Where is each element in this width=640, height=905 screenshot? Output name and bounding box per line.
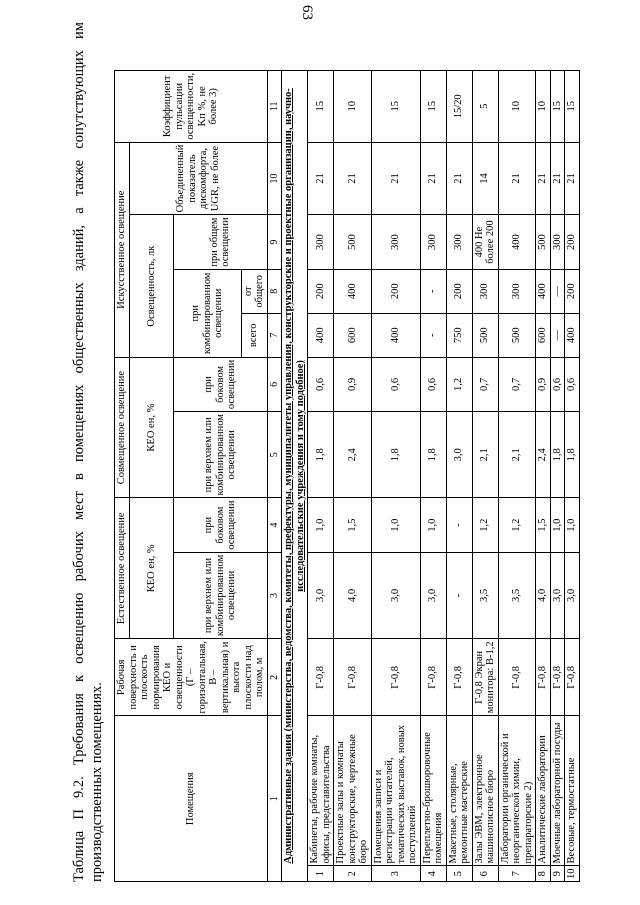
header-natural: Естественное освещение [115, 498, 130, 639]
cell-c6: 0,6 [420, 357, 446, 411]
cell-c4: 1,5 [536, 498, 551, 552]
cell-c10: 21 [308, 142, 334, 215]
cell-c11: 15 [308, 70, 334, 142]
col-number: 9 [267, 215, 282, 269]
cell-c8: 200 [308, 269, 334, 313]
cell-c11: 15 [565, 70, 580, 142]
header-rooms: Помещения [115, 716, 268, 882]
cell-c5: 2,1 [498, 412, 536, 498]
cell-n: 2 [334, 866, 372, 882]
cell-c7: 500 [498, 313, 536, 357]
cell-c4: 1,0 [308, 498, 334, 552]
cell-c9: 200 [565, 215, 580, 269]
table-row [334, 70, 372, 881]
cell-room: Моечные лабораторной посуды [550, 716, 565, 866]
cell-c11: 15 [420, 70, 446, 142]
header-pulse: Коэффициент пульсации освещенности, Kп %, не более 3) [115, 70, 268, 142]
cell-c6: 0,6 [550, 357, 565, 411]
table-caption: Таблица П 9.2. Требования к освещению рабочих мест в помещениях общественных зданий, а также сопутствующих им производственных помещениях. [71, 22, 105, 882]
cell-c4: 1,0 [550, 498, 565, 552]
cell-c3: 3,0 [308, 552, 334, 638]
cell-c3: 3,0 [371, 552, 420, 638]
cell-room: Залы ЭВМ, электронное машинописное бюро [472, 716, 498, 866]
cell-surface: Г-0,8 [565, 639, 580, 716]
cell-c9: 500 [334, 215, 372, 269]
cell-c7: 400 [308, 313, 334, 357]
cell-n: 7 [498, 866, 536, 882]
cell-n: 3 [371, 866, 420, 882]
cell-c10: 21 [371, 142, 420, 215]
cell-room: Кабинеты, рабочие комнаты, офисы, представительства [308, 716, 334, 866]
section-title: Административные здания (министерства, ведомства, комитеты, префектуры, муниципалитеты управления, конструкторские и проектные организации, научно-исследовательские учреждения и тому подобное) [282, 70, 308, 881]
cell-c3: 3,0 [550, 552, 565, 638]
header-general: при общем освещении [174, 215, 268, 269]
column-numbers-row [267, 70, 282, 881]
cell-c11: 15 [371, 70, 420, 142]
cell-n: 4 [420, 866, 446, 882]
cell-c3: 4,0 [334, 552, 372, 638]
cell-n: 8 [536, 866, 551, 882]
cell-c7: — [550, 313, 565, 357]
cell-c3: 3,5 [472, 552, 498, 638]
cell-c7: 750 [446, 313, 472, 357]
cell-c8: 200 [446, 269, 472, 313]
cell-c5: 2,4 [334, 412, 372, 498]
cell-c6: 0,6 [371, 357, 420, 411]
cell-room: Помещения записи и регистрации читателей, тематических выставок, новых поступлений [371, 716, 420, 866]
cell-c9: 300 [550, 215, 565, 269]
header-keo-combined: КЕО eн, % [129, 357, 174, 498]
cell-n: 6 [472, 866, 498, 882]
lighting-requirements-table [114, 70, 580, 882]
cell-c8: - [420, 269, 446, 313]
cell-c9: 300 [446, 215, 472, 269]
cell-c7: 500 [472, 313, 498, 357]
cell-c10: 21 [334, 142, 372, 215]
cell-room: Проектные залы и комнаты конструкторские, чертежные бюро [334, 716, 372, 866]
header-from-general: от общего [241, 269, 267, 313]
cell-c5: 1,8 [308, 412, 334, 498]
header-illuminance: Освещенность, лк [129, 215, 174, 357]
cell-room: Весовые, термостатные [565, 716, 580, 866]
cell-c5: 1,8 [550, 412, 565, 498]
cell-c6: 1,2 [446, 357, 472, 411]
table-row [308, 70, 334, 881]
cell-surface: Г-0,8 [536, 639, 551, 716]
cell-n: 10 [565, 866, 580, 882]
cell-c6: 0,6 [565, 357, 580, 411]
cell-c8: 200 [565, 269, 580, 313]
col-number: 10 [267, 142, 282, 215]
cell-c9: 300 [308, 215, 334, 269]
cell-c7: - [420, 313, 446, 357]
table-row [498, 70, 536, 881]
cell-c9: 400 [498, 215, 536, 269]
cell-c9: 500 [536, 215, 551, 269]
rotated-page-content [70, 6, 614, 896]
col-number: 7 [267, 313, 282, 357]
cell-c11: 10 [498, 70, 536, 142]
header-combined-side: при боковом освещении [174, 357, 268, 411]
cell-c3: - [446, 552, 472, 638]
col-number: 6 [267, 357, 282, 411]
cell-c8: 400 [536, 269, 551, 313]
cell-c3: 4,0 [536, 552, 551, 638]
cell-c5: 1,8 [371, 412, 420, 498]
cell-surface: Г-0,8 [550, 639, 565, 716]
cell-c5: 3,0 [446, 412, 472, 498]
cell-c10: 21 [446, 142, 472, 215]
cell-c7: 400 [371, 313, 420, 357]
header-combined-illum: при комбинированном освещении [174, 269, 242, 357]
cell-n: 1 [308, 866, 334, 882]
header-total: всего [241, 313, 267, 357]
header-natural-side: при боковом освещении [174, 498, 268, 552]
header-artificial: Искусственное освещение [115, 142, 130, 357]
table-row [472, 70, 498, 881]
col-number: 3 [267, 552, 282, 638]
cell-c6: 0,9 [334, 357, 372, 411]
cell-c10: 14 [472, 142, 498, 215]
cell-c9: 400 Не более 200 [472, 215, 498, 269]
cell-c7: 400 [565, 313, 580, 357]
table-row [550, 70, 565, 881]
cell-c8: 300 [472, 269, 498, 313]
cell-c11: 15/20 [446, 70, 472, 142]
cell-surface: Г-0,8 [371, 639, 420, 716]
cell-c6: 0,7 [498, 357, 536, 411]
cell-c4: 1,5 [334, 498, 372, 552]
header-surface: Рабочая поверхность и плоскость нормирования КЕО и освещенности (Г – горизонтальная, В – вертикальная) и высота плоскости над полом, м [115, 639, 268, 716]
cell-c4: 1,0 [565, 498, 580, 552]
cell-c5: 2,4 [536, 412, 551, 498]
cell-c6: 0,6 [308, 357, 334, 411]
cell-surface: Г-0,8 [420, 639, 446, 716]
table-row [536, 70, 551, 881]
page-number: 63 [299, 5, 315, 20]
cell-c10: 21 [550, 142, 565, 215]
cell-c8: 200 [371, 269, 420, 313]
cell-surface: Г-0,8 Экран монитора: В-1,2 [472, 639, 498, 716]
header-natural-top: при верхнем или комбинированном освещении [174, 552, 268, 638]
section-row [282, 70, 308, 881]
cell-c4: 1,2 [498, 498, 536, 552]
cell-c6: 0,7 [472, 357, 498, 411]
cell-c4: 1,0 [420, 498, 446, 552]
cell-surface: Г-0,8 [446, 639, 472, 716]
cell-c10: 21 [536, 142, 551, 215]
table-row [371, 70, 420, 881]
col-number: 4 [267, 498, 282, 552]
cell-c3: 3,0 [420, 552, 446, 638]
cell-room: Макетные, столярные, ремонтные мастерские [446, 716, 472, 866]
cell-room: Переплетно-брошюровочные помещения [420, 716, 446, 866]
header-combined-top: при верхнем или комбинированном освещении [174, 412, 268, 498]
col-number: 1 [267, 716, 282, 882]
cell-c9: 300 [371, 215, 420, 269]
header-keo-natural: КЕО eн, % [129, 498, 174, 639]
cell-c8: 300 [498, 269, 536, 313]
cell-c11: 15 [550, 70, 565, 142]
cell-c7: 600 [536, 313, 551, 357]
cell-n: 9 [550, 866, 565, 882]
cell-room: Аналитические лаборатории [536, 716, 551, 866]
cell-c4: - [446, 498, 472, 552]
cell-c10: 21 [498, 142, 536, 215]
table-row [565, 70, 580, 881]
cell-c5: 2,1 [472, 412, 498, 498]
header-ugr: Объединенный показатель дискомфорта, UGR, не более [129, 142, 267, 215]
cell-c5: 1,8 [420, 412, 446, 498]
cell-surface: Г-0,8 [498, 639, 536, 716]
cell-c6: 0,9 [536, 357, 551, 411]
cell-c3: 3,5 [498, 552, 536, 638]
cell-c4: 1,2 [472, 498, 498, 552]
cell-c8: 400 [334, 269, 372, 313]
cell-c7: 600 [334, 313, 372, 357]
col-number: 5 [267, 412, 282, 498]
cell-c4: 1,0 [371, 498, 420, 552]
col-number: 8 [267, 269, 282, 313]
cell-surface: Г-0,8 [308, 639, 334, 716]
cell-c11: 10 [334, 70, 372, 142]
cell-c9: 300 [420, 215, 446, 269]
cell-c8: — [550, 269, 565, 313]
cell-c11: 10 [536, 70, 551, 142]
cell-c3: 3,0 [565, 552, 580, 638]
table-row [420, 70, 446, 881]
cell-c10: 21 [420, 142, 446, 215]
cell-c5: 1,8 [565, 412, 580, 498]
cell-n: 5 [446, 866, 472, 882]
table-row [446, 70, 472, 881]
cell-c11: 5 [472, 70, 498, 142]
col-number: 2 [267, 639, 282, 716]
cell-c10: 21 [565, 142, 580, 215]
cell-room: Лаборатории органической и неорганической химии, препараторские 2) [498, 716, 536, 866]
cell-surface: Г-0,8 [334, 639, 372, 716]
header-combined: Совмещенное освещение [115, 357, 130, 498]
col-number: 11 [267, 70, 282, 142]
